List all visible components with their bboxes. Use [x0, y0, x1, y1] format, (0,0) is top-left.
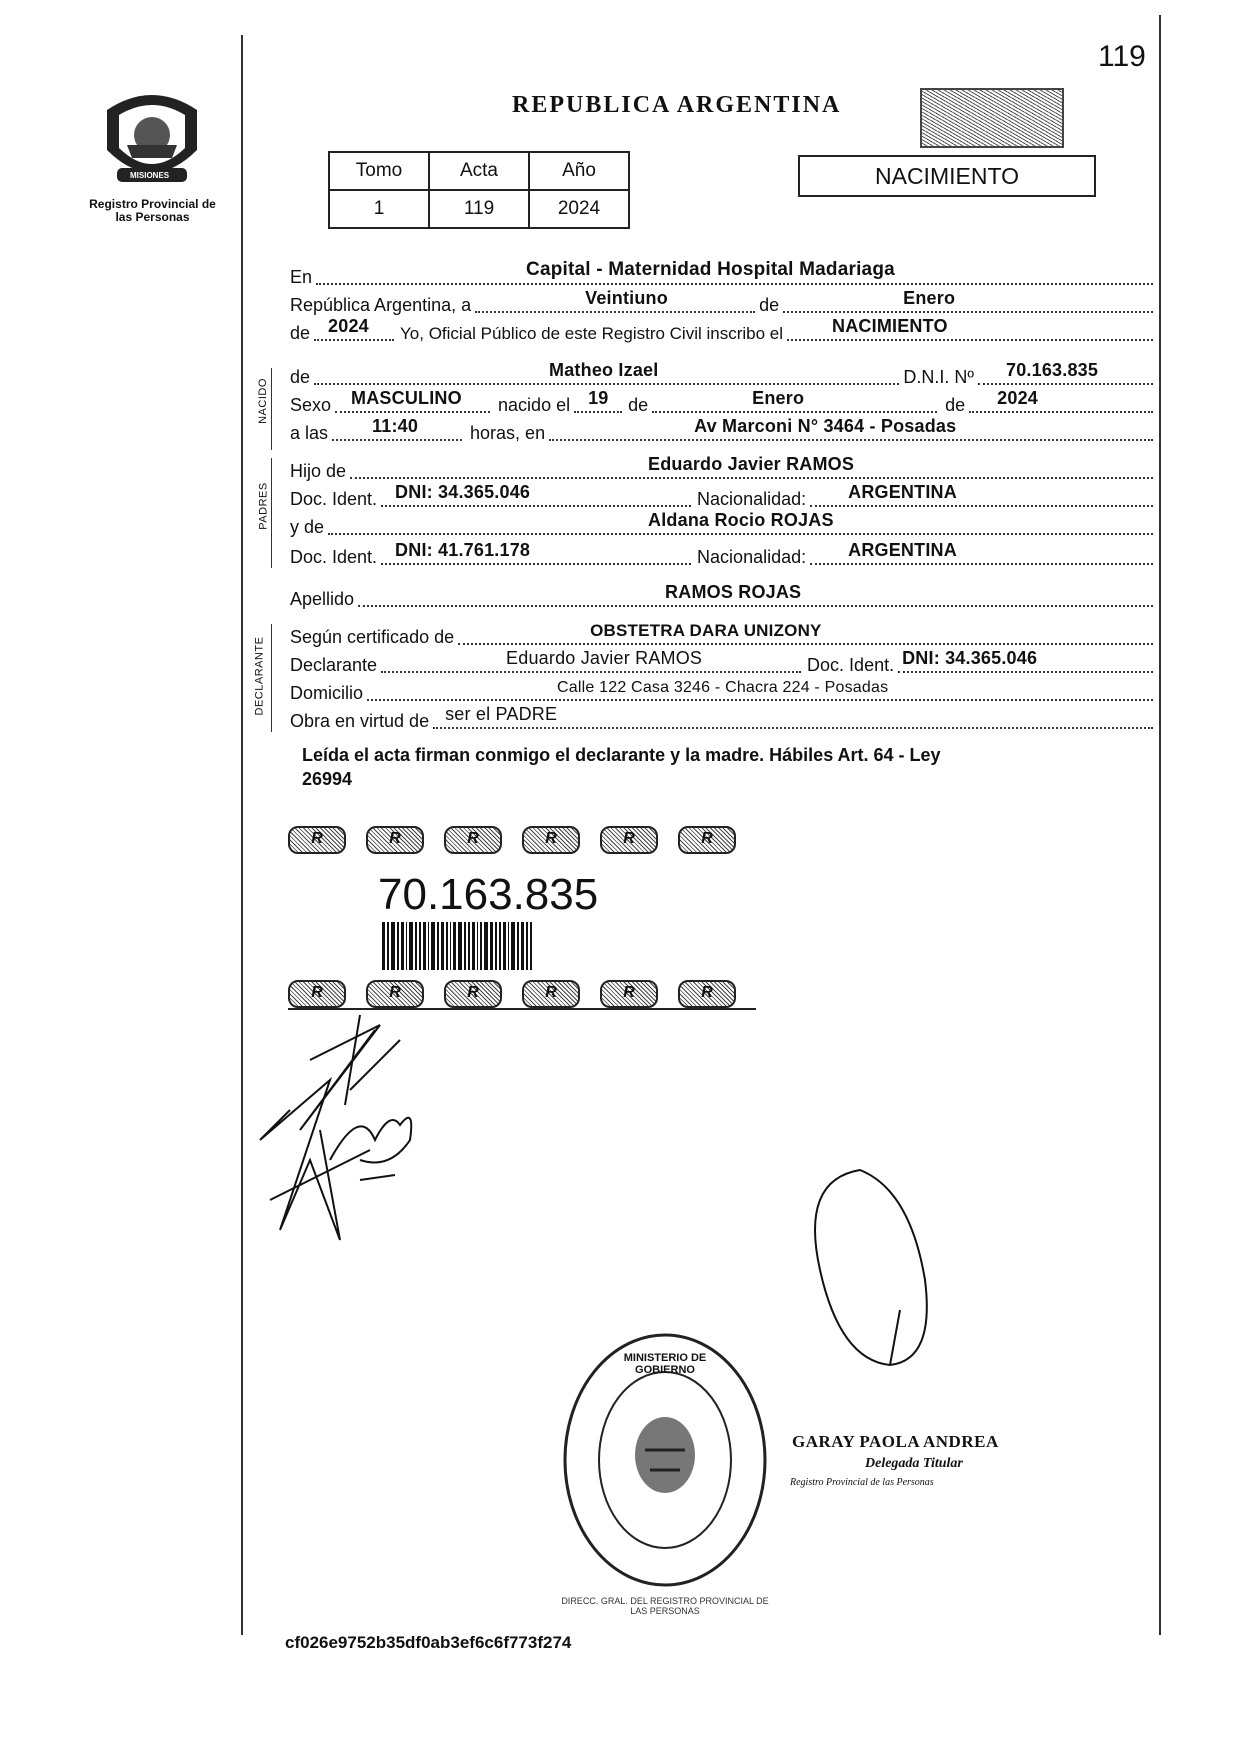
en-label: En	[290, 267, 313, 287]
declarante-label: DECLARANTE	[253, 636, 266, 716]
r-mark: R	[678, 826, 736, 854]
left-margin-line	[241, 35, 243, 1635]
row-declarante	[290, 650, 1153, 676]
security-r-row-bottom	[288, 980, 756, 1010]
row-year	[290, 318, 1153, 344]
month-value: Enero	[903, 288, 956, 308]
obra-value: ser el PADRE	[445, 704, 558, 724]
r-mark: R	[366, 980, 424, 1008]
acta-header: Acta	[429, 152, 529, 190]
domicilio-label: Domicilio	[290, 683, 364, 703]
anio-header: Año	[529, 152, 629, 190]
official-title: Delegada Titular	[865, 1456, 963, 1471]
security-hologram	[920, 88, 1064, 148]
r-mark: R	[288, 826, 346, 854]
nacido-el-label: nacido el	[498, 395, 571, 415]
apellido-value: RAMOS ROJAS	[665, 582, 802, 602]
page-number: 119	[1098, 40, 1146, 73]
row-y-de	[290, 512, 1153, 538]
birth-time: 11:40	[372, 416, 419, 436]
document-hash: cf026e9752b35df0ab3ef6c6f773f274	[285, 1633, 572, 1652]
r-mark: R	[600, 980, 658, 1008]
row-hijo-de	[290, 456, 1153, 482]
seal-top-text: PROVINCIA DE	[125, 83, 176, 90]
de-label: de	[759, 295, 780, 315]
day-words: Veintiuno	[585, 288, 668, 308]
r-mark: R	[288, 980, 346, 1008]
mother-doc-label: Doc. Ident.	[290, 547, 378, 567]
mother-name: Aldana Rocio ROJAS	[648, 510, 834, 530]
birth-place: Av Marconi N° 3464 - Posadas	[694, 416, 957, 436]
mother-nat: ARGENTINA	[848, 540, 957, 560]
record-table	[328, 151, 630, 229]
sexo-value: MASCULINO	[351, 388, 462, 408]
de2-label: de	[290, 323, 311, 343]
r-mark: R	[600, 826, 658, 854]
padres-bracket	[271, 458, 272, 568]
birth-day: 19	[588, 388, 609, 408]
row-father-doc	[290, 484, 1153, 510]
r-mark: R	[366, 826, 424, 854]
row-domicilio	[290, 678, 1153, 704]
apellido-label: Apellido	[290, 589, 355, 609]
father-name: Eduardo Javier RAMOS	[648, 454, 855, 474]
declarante-doc-label: Doc. Ident.	[807, 655, 895, 675]
y-de-label: y de	[290, 517, 325, 537]
mother-doc: DNI: 41.761.178	[395, 540, 531, 560]
barcode-number: 70.163.835	[378, 870, 599, 919]
row-nacido-name	[290, 362, 1153, 388]
barcode	[382, 922, 534, 975]
dni-label: D.N.I. Nº	[903, 367, 974, 387]
row-segun	[290, 622, 1153, 648]
child-name: Matheo Izael	[549, 360, 659, 380]
nacido-de-label: de	[290, 367, 311, 387]
certificado-value: OBSTETRA DARA UNIZONY	[590, 621, 822, 640]
row-apellido	[290, 584, 1153, 610]
tomo-header: Tomo	[329, 152, 429, 190]
tomo-value: 1	[329, 190, 429, 228]
anio-value: 2024	[529, 190, 629, 228]
closing-line-1: Leída el acta firman conmigo el declarante y la madre. Hábiles Art. 64 - Ley	[302, 745, 941, 765]
mother-nat-label: Nacionalidad:	[697, 547, 807, 567]
closing-line-2: 26994	[302, 769, 353, 789]
stamp-outer-text: DIRECC. GRAL. DEL REGISTRO PROVINCIAL DE LAS PERSONAS	[561, 1596, 769, 1616]
year-value: 2024	[328, 316, 369, 336]
r-mark: R	[522, 826, 580, 854]
father-nat: ARGENTINA	[848, 482, 957, 502]
row-date	[290, 290, 1153, 316]
yo-text: Yo, Oficial Público de este Registro Civil inscribo el	[400, 324, 784, 343]
republica-label: República Argentina, a	[290, 295, 472, 315]
father-nat-label: Nacionalidad:	[697, 489, 807, 509]
nacido-de2-label: de	[628, 395, 649, 415]
row-mother-doc	[290, 542, 1153, 568]
birth-month: Enero	[752, 388, 805, 408]
sexo-label: Sexo	[290, 395, 332, 415]
row-obra	[290, 706, 1153, 732]
r-mark: R	[522, 980, 580, 1008]
segun-label: Según certificado de	[290, 627, 455, 647]
row-sexo	[290, 390, 1153, 416]
padres-label: PADRES	[257, 482, 270, 530]
nacido-bracket	[271, 368, 272, 450]
declarante-doc: DNI: 34.365.046	[902, 648, 1038, 668]
official-org: Registro Provincial de las Personas	[790, 1477, 934, 1488]
declarante-signature	[250, 1010, 450, 1250]
security-r-row-top	[288, 826, 756, 854]
birth-year: 2024	[997, 388, 1038, 408]
declarante-bracket	[271, 624, 272, 732]
doc-type: NACIMIENTO	[875, 163, 1019, 189]
hijo-de-label: Hijo de	[290, 461, 347, 481]
declarante-name: Eduardo Javier RAMOS	[506, 648, 703, 668]
official-signature	[760, 1160, 940, 1380]
acta-value: 119	[429, 190, 529, 228]
declarante-name-label: Declarante	[290, 655, 378, 675]
doc-type-box	[798, 155, 1096, 197]
horas-en-label: horas, en	[470, 423, 546, 443]
country-title: REPUBLICA ARGENTINA	[512, 92, 842, 118]
stamp-inner-text: MINISTERIO DE GOBIERNO	[623, 1352, 707, 1376]
father-doc-label: Doc. Ident.	[290, 489, 378, 509]
registry-name: Registro Provincial de las Personas	[89, 197, 216, 224]
domicilio-value: Calle 122 Casa 3246 - Chacra 224 - Posadas	[557, 679, 889, 696]
a-las-label: a las	[290, 423, 329, 443]
r-mark: R	[444, 980, 502, 1008]
row-en	[290, 259, 1153, 288]
r-mark: R	[678, 980, 736, 1008]
official-name: GARAY PAOLA ANDREA	[792, 1432, 999, 1451]
right-margin-line	[1159, 15, 1161, 1635]
en-value: Capital - Maternidad Hospital Madariaga	[526, 259, 895, 280]
father-doc: DNI: 34.365.046	[395, 482, 531, 502]
inscribe-value: NACIMIENTO	[832, 316, 948, 336]
r-mark: R	[444, 826, 502, 854]
seal-bottom-text: MISIONES	[130, 171, 170, 180]
nacido-de3-label: de	[945, 395, 966, 415]
obra-label: Obra en virtud de	[290, 711, 430, 731]
child-dni: 70.163.835	[1006, 360, 1099, 380]
row-hora	[290, 418, 1153, 444]
nacido-label: NACIDO	[256, 378, 269, 424]
